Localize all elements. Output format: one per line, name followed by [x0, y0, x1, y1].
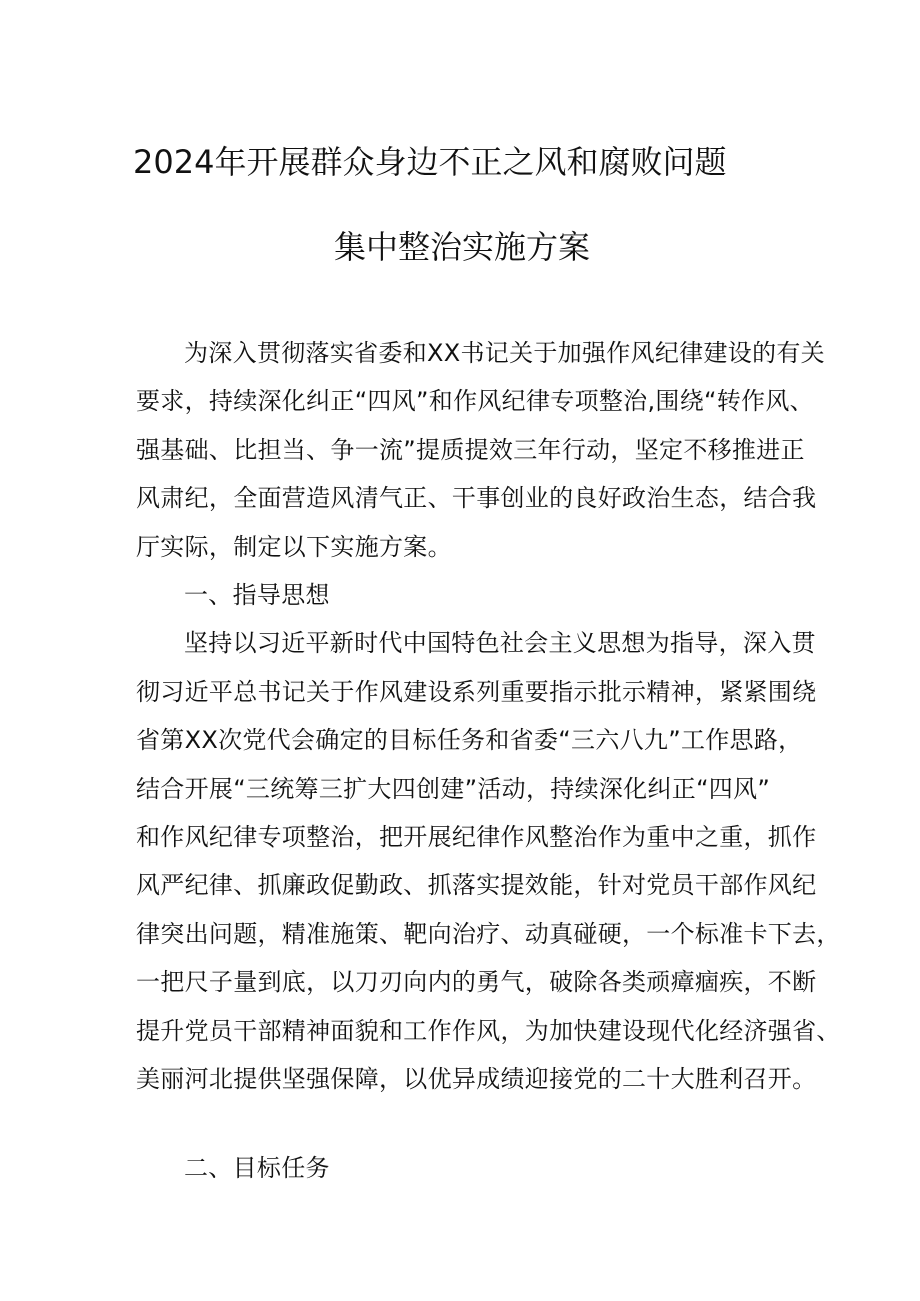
section-1-heading: 一、指导思想: [184, 581, 330, 609]
intro-line-5: 厅实际，制定以下实施方案。: [136, 533, 452, 561]
intro-line-1: 为深入贯彻落实省委和XX书记关于加强作风纪律建设的有关: [184, 339, 825, 367]
document-title-line-1: 2024年开展群众身边不正之风和腐败问题: [133, 143, 727, 181]
section-1-line-5: 和作风纪律专项整治，把开展纪律作风整治作为重中之重，抓作: [136, 823, 817, 851]
document-title-line-2: 集中整治实施方案: [334, 228, 591, 266]
section-1-line-3: 省第XX次党代会确定的目标任务和省委“三六八九”工作思路，: [136, 726, 803, 754]
section-1-line-9: 提升党员干部精神面貌和工作作风，为加快建设现代化经济强省、: [136, 1017, 841, 1045]
section-1-line-1: 坚持以习近平新时代中国特色社会主义思想为指导，深入贯: [184, 629, 816, 657]
section-1-line-6: 风严纪律、抓廉政促勤政、抓落实提效能，针对党员干部作风纪: [136, 871, 817, 899]
section-1-line-7: 律突出问题，精准施策、靶向治疗、动真碰硬，一个标准卡下去，: [136, 920, 841, 948]
section-1-line-10: 美丽河北提供坚强保障，以优异成绩迎接党的二十大胜利召开。: [136, 1065, 817, 1093]
intro-line-3: 强基础、比担当、争一流”提质提效三年行动，坚定不移推进正: [136, 436, 805, 464]
intro-line-2: 要求，持续深化纠正“四风”和作风纪律专项整治,围绕“转作风、: [136, 387, 814, 415]
section-1-line-4: 结合开展“三统筹三扩大四创建”活动，持续深化纠正“四风”: [136, 775, 771, 803]
section-2-heading: 二、目标任务: [184, 1154, 330, 1182]
section-1-line-2: 彻习近平总书记关于作风建设系列重要指示批示精神，紧紧围绕: [136, 678, 817, 706]
intro-line-4: 风肃纪，全面营造风清气正、干事创业的良好政治生态，结合我: [136, 484, 817, 512]
section-1-line-8: 一把尺子量到底，以刀刃向内的勇气，破除各类顽瘴痼疾，不断: [136, 968, 817, 996]
